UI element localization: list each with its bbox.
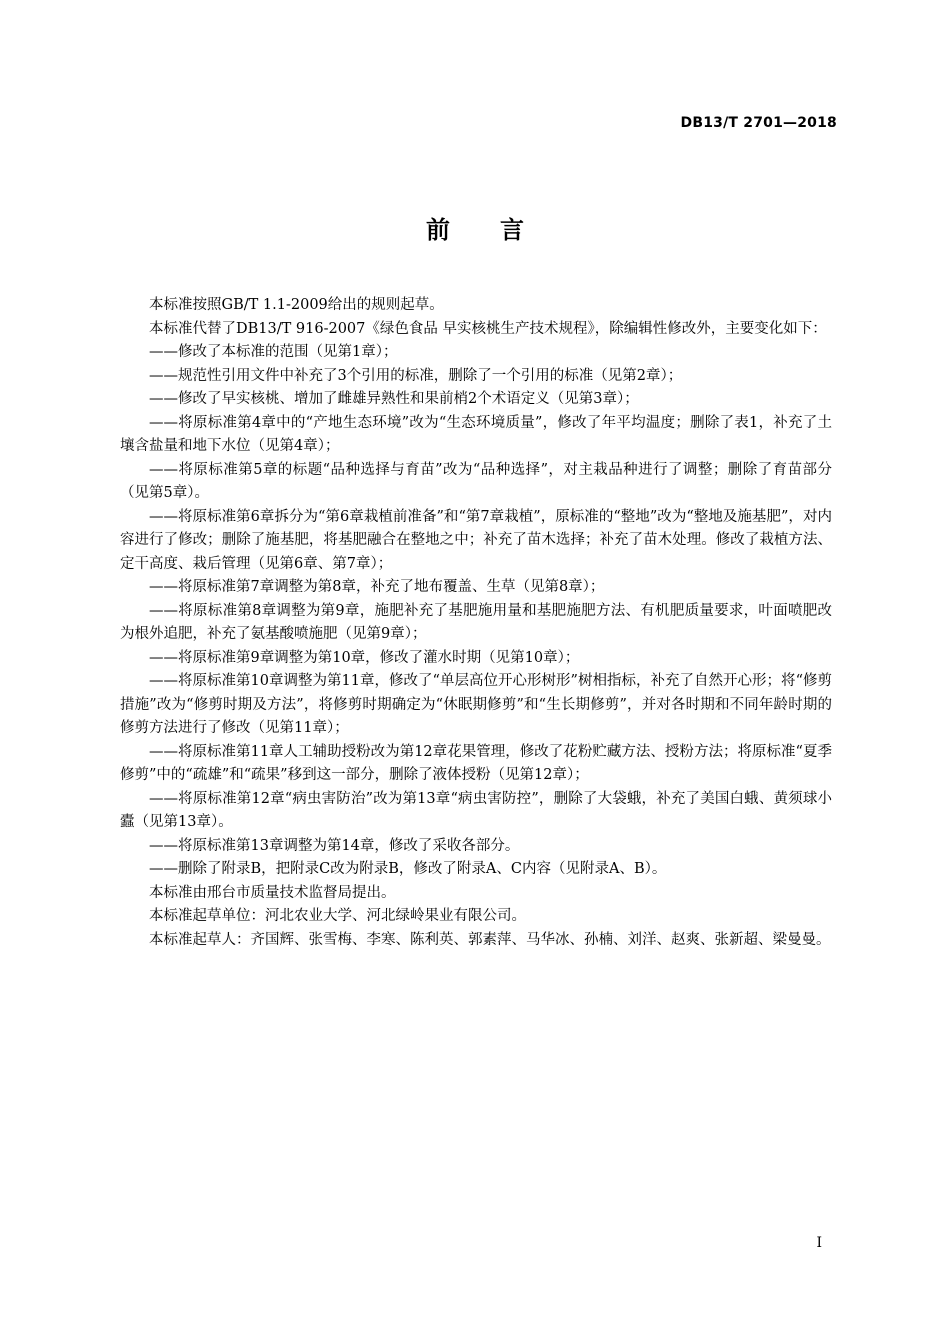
- list-item: ——修改了早实核桃、增加了雌雄异熟性和果前梢2个术语定义（见第3章）；: [149, 391, 639, 407]
- paragraph: 本标准代替了DB13/T 916-2007《绿色食品 早实核桃生产技术规程》，除编辑性修改外，主要变化如下：: [149, 320, 827, 337]
- list-item: ——将原标准第6章拆分为“第6章栽植前准备”和“第7章栽植”，原标准的“整地”改为“整地及施基肥”，对内容进行了修改；删除了施基肥，将基肥融合在整地之中；补充了苗木选择；补充了苗木处理。修改了栽植方法、定干高度、栽后管理（见第6章、第7章）；: [120, 508, 832, 572]
- list-item: ——将原标准第7章调整为第8章，补充了地布覆盖、生草（见第8章）；: [149, 579, 605, 595]
- paragraph: 本标准由邢台市质量技术监督局提出。: [149, 884, 396, 901]
- page-number: I: [816, 1235, 822, 1251]
- list-item: ——将原标准第12章“病虫害防治”改为第13章“病虫害防控”，删除了大袋蛾，补充了美国白蛾、黄须球小蠹（见第13章）。: [120, 790, 832, 830]
- list-item: ——将原标准第10章调整为第11章，修改了“单层高位开心形树形”树相指标，补充了自然开心形；将“修剪措施”改为“修剪时期及方法”，将修剪时期确定为“休眠期修剪”和“生长期修剪”，并对各时期和不同年龄时期的修剪方法进行了修改（见第11章）；: [120, 673, 832, 736]
- list-item: ——将原标准第13章调整为第14章，修改了采收各部分。: [149, 837, 520, 854]
- list-item: ——将原标准第5章的标题“品种选择与育苗”改为“品种选择”，对主栽品种进行了调整；删除了育苗部分（见第5章）。: [120, 461, 832, 501]
- paragraph: 本标准按照GB/T 1.1-2009给出的规则起草。: [149, 297, 444, 313]
- list-item: ——将原标准第11章人工辅助授粉改为第12章花果管理，修改了花粉贮藏方法、授粉方法；将原标准“夏季修剪”中的“疏雄”和“疏果”移到这一部分，删除了液体授粉（见第12章）；: [120, 743, 832, 783]
- document-code: DB13/T 2701—2018: [680, 115, 837, 131]
- foreword-body: [120, 294, 832, 952]
- list-item: ——规范性引用文件中补充了3个引用的标准，删除了一个引用的标准（见第2章）；: [149, 367, 683, 384]
- list-item: ——将原标准第8章调整为第9章，施肥补充了基肥施用量和基肥施肥方法、有机肥质量要求，叶面喷肥改为根外追肥，补充了氨基酸喷施肥（见第9章）；: [120, 602, 832, 642]
- page-title: 前言: [426, 216, 574, 244]
- list-item: ——删除了附录B，把附录C改为附录B，修改了附录A、C内容（见附录A、B）。: [149, 861, 667, 877]
- list-item: ——将原标准第9章调整为第10章，修改了灌水时期（见第10章）；: [149, 649, 580, 666]
- list-item: ——修改了本标准的范围（见第1章）；: [149, 344, 398, 360]
- paragraph: 本标准起草人：齐国辉、张雪梅、李寒、陈利英、郭素萍、马华冰、孙楠、刘洋、赵爽、张新超、梁曼曼。: [149, 931, 831, 948]
- paragraph: 本标准起草单位：河北农业大学、河北绿岭果业有限公司。: [149, 908, 526, 924]
- list-item: ——将原标准第4章中的“产地生态环境”改为“生态环境质量”，修改了年平均温度；删除了表1，补充了土壤含盐量和地下水位（见第4章）；: [120, 414, 832, 454]
